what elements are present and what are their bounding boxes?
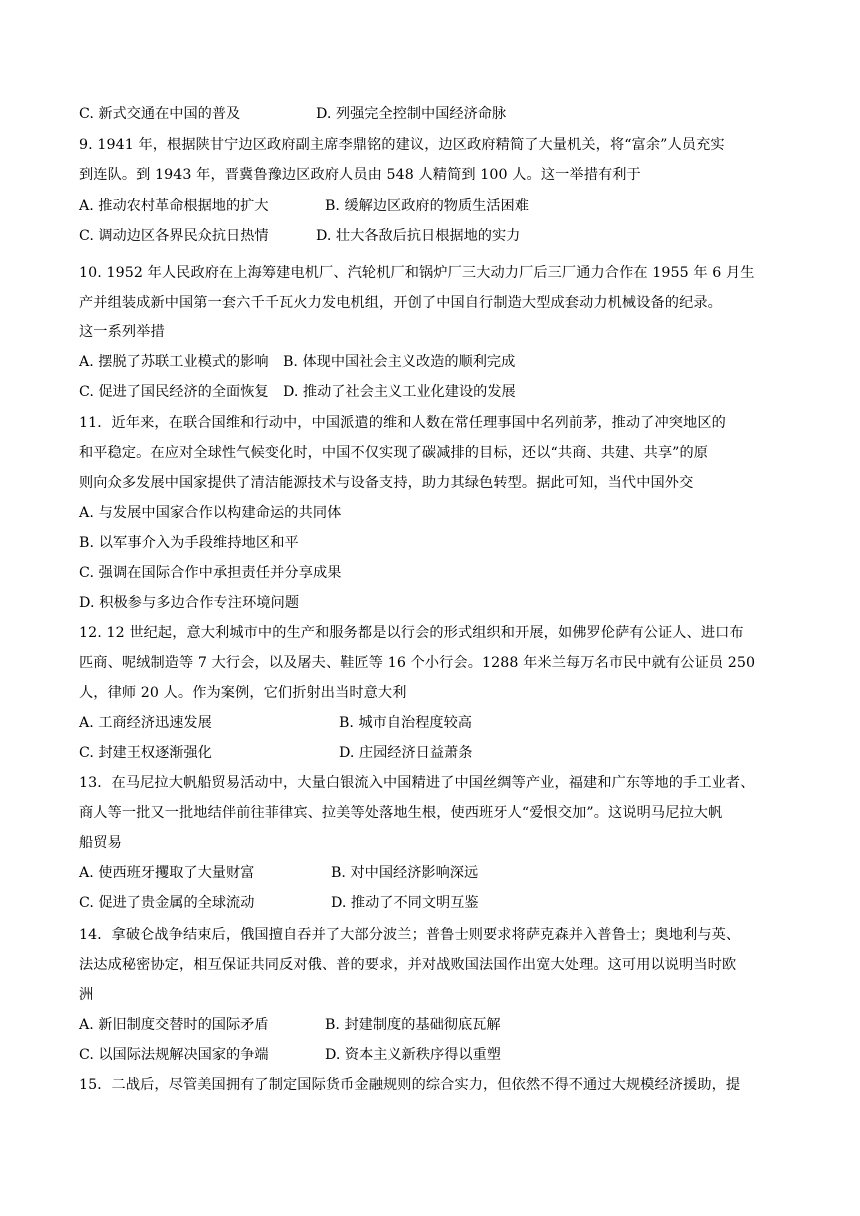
q14-option-a: A. 新旧制度交替时的国际矛盾	[79, 1017, 269, 1033]
q13-options-cd	[0, 893, 860, 913]
q9-option-d: D. 壮大各敌后抗日根据地的实力	[316, 228, 521, 244]
q9-option-c: C. 调动边区各界民众抗日热情	[79, 228, 269, 244]
q11-option-d: D. 积极参与多边合作专注环境问题	[79, 595, 300, 611]
q8-option-c: C. 新式交通在中国的普及	[79, 106, 241, 122]
q11-stem-line-1: 11．近年来，在联合国维和行动中，中国派遣的维和人数在常任理事国中名列前茅，推动了冲突地区的	[79, 415, 726, 431]
q12-option-b: B. 城市自治程度较高	[339, 715, 472, 731]
q13-option-d: D. 推动了不同文明互鉴	[331, 895, 479, 911]
q9-stem-line-2: 到连队。到 1943 年，晋冀鲁豫边区政府人员由 548 人精简到 100 人。这一举措有利于	[79, 167, 641, 183]
q11-option-c: C. 强调在国际合作中承担责任并分享成果	[79, 565, 342, 581]
q14-stem-line-1: 14．拿破仑战争结束后，俄国擅自吞并了大部分波兰；普鲁士则要求将萨克森并入普鲁士；奥地利与英、	[79, 927, 741, 943]
q10-stem-line-3: 这一系列举措	[79, 324, 165, 340]
q13-stem-line-3: 船贸易	[79, 835, 122, 851]
q9-option-a: A. 推动农村革命根据地的扩大	[79, 198, 269, 214]
q12-stem-line-2: 匹商、呢绒制造等 7 大行会，以及屠夫、鞋匠等 16 个小行会。1288 年米兰每万名市民中就有公证员 250	[79, 655, 756, 671]
q12-options-ab	[0, 713, 860, 733]
q13-options-ab	[0, 863, 860, 883]
q14-option-d: D. 资本主义新秩序得以重塑	[325, 1047, 501, 1063]
q10-options-ab	[0, 352, 860, 372]
q8-options-cd	[0, 104, 860, 124]
q12-stem-line-1: 12. 12 世纪起，意大利城市中的生产和服务都是以行会的形式组织和开展，如佛罗伦萨有公证人、进口布	[79, 625, 744, 641]
q13-option-c: C. 促进了贵金属的全球流动	[79, 895, 255, 911]
q13-option-a: A. 使西班牙攫取了大量财富	[79, 865, 255, 881]
q11-option-b: B. 以军事介入为手段维持地区和平	[79, 535, 299, 551]
q10-option-b: B. 体现中国社会主义改造的顺利完成	[283, 354, 516, 370]
q12-option-c: C. 封建王权逐渐强化	[79, 745, 212, 761]
q14-stem-line-2: 法达成秘密协定，相互保证共同反对俄、普的要求，并对战败国法国作出宽大处理。这可用以说明当时欧	[79, 957, 737, 973]
q9-option-b: B. 缓解边区政府的物质生活困难	[325, 198, 529, 214]
q13-stem-line-1: 13．在马尼拉大帆船贸易活动中，大量白银流入中国精进了中国丝绸等产业，福建和广东等地的手工业者、	[79, 775, 755, 791]
q14-option-c: C. 以国际法规解决国家的争端	[79, 1047, 269, 1063]
q8-option-d: D. 列强完全控制中国经济命脉	[316, 106, 507, 122]
q9-options-ab	[0, 196, 860, 216]
q12-option-d: D. 庄园经济日益萧条	[339, 745, 473, 761]
q15-stem-line-1: 15．二战后，尽管美国拥有了制定国际货币金融规则的综合实力，但依然不得不通过大规模经济援助，提	[79, 1077, 741, 1093]
q12-stem-line-3: 人，律师 20 人。作为案例，它们折射出当时意大利	[79, 685, 407, 701]
q13-stem-line-2: 商人等一批又一批地结伴前往菲律宾、拉美等处落地生根，使西班牙人“爱恨交加”。这说明马尼拉大帆	[79, 805, 723, 821]
q14-options-ab	[0, 1015, 860, 1035]
q10-options-cd	[0, 382, 860, 402]
q10-stem-line-1: 10. 1952 年人民政府在上海筹建电机厂、汽轮机厂和锅炉厂三大动力厂后三厂通力合作在 1955 年 6 月生	[79, 265, 755, 281]
q9-stem-line-1: 9. 1941 年，根据陕甘宁边区政府副主席李鼎铭的建议，边区政府精简了大量机关，将“富余”人员充实	[79, 137, 725, 153]
q11-stem-line-3: 则向众多发展中国家提供了清洁能源技术与设备支持，助力其绿色转型。据此可知，当代中国外交	[79, 475, 694, 491]
q14-option-b: B. 封建制度的基础彻底瓦解	[325, 1017, 501, 1033]
q10-option-c: C. 促进了国民经济的全面恢复	[79, 384, 269, 400]
q12-option-a: A. 工商经济迅速发展	[79, 715, 212, 731]
q9-options-cd	[0, 226, 860, 246]
q13-option-b: B. 对中国经济影响深远	[331, 865, 479, 881]
q14-options-cd	[0, 1045, 860, 1065]
q10-option-d: D. 推动了社会主义工业化建设的发展	[283, 384, 516, 400]
q11-option-a: A. 与发展中国家合作以构建命运的共同体	[79, 505, 342, 521]
q10-option-a: A. 摆脱了苏联工业模式的影响	[79, 354, 269, 370]
q10-stem-line-2: 产并组装成新中国第一套六千千瓦火力发电机组，开创了中国自行制造大型成套动力机械设备的纪录。	[79, 295, 722, 311]
q11-stem-line-2: 和平稳定。在应对全球性气候变化时，中国不仅实现了碳减排的目标，还以“共商、共建、共享”的原	[79, 445, 709, 461]
q12-options-cd	[0, 743, 860, 763]
q14-stem-line-3: 洲	[79, 987, 94, 1003]
